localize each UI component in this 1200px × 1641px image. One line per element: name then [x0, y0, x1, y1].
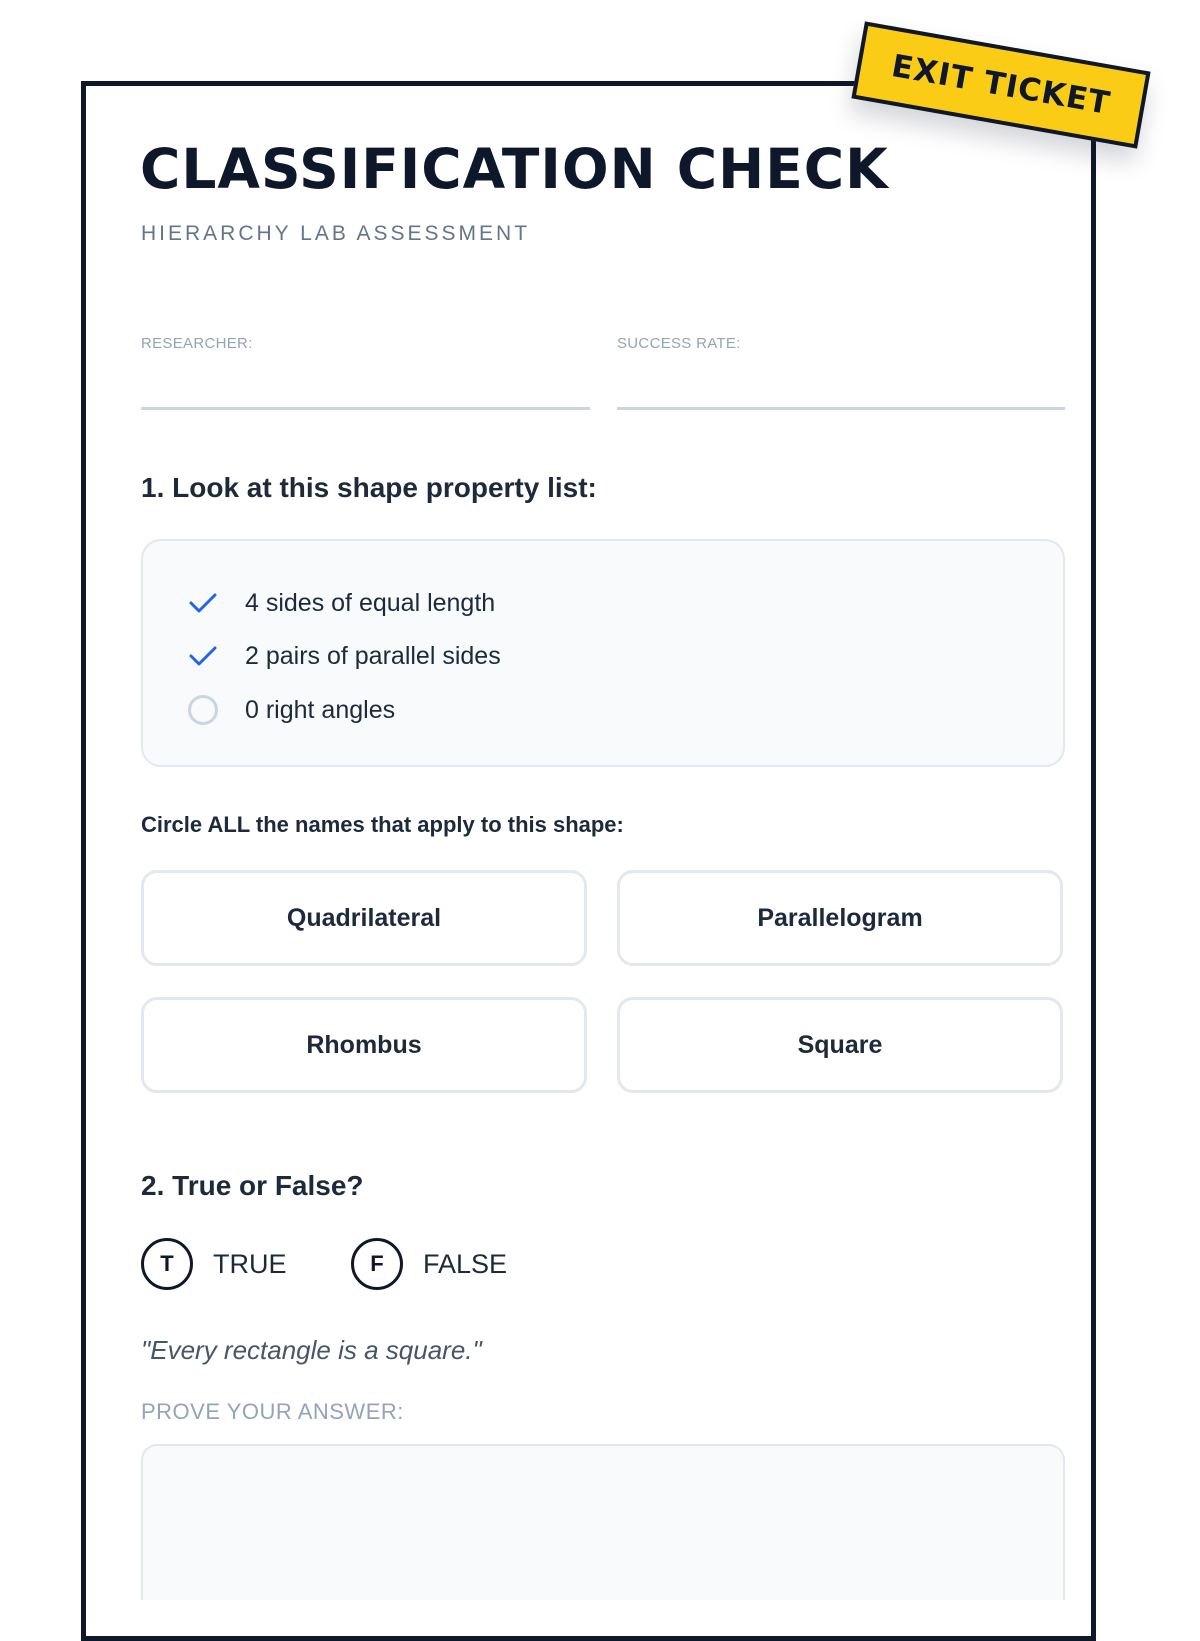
false-letter-icon: F [351, 1238, 403, 1290]
page-title: CLASSIFICATION CHECK [140, 137, 889, 201]
statement-quote: "Every rectangle is a square." [141, 1335, 482, 1365]
true-letter-icon: T [141, 1238, 193, 1290]
page-subtitle: HIERARCHY LAB ASSESSMENT [141, 222, 531, 245]
name-option-square[interactable]: Square [617, 997, 1063, 1093]
question-2-heading: 2. True or False? [141, 1170, 364, 1201]
true-option[interactable] [141, 1238, 287, 1290]
false-option[interactable] [351, 1238, 507, 1290]
name-option-parallelogram[interactable]: Parallelogram [617, 870, 1063, 966]
empty-circle-icon [187, 694, 219, 726]
check-icon [187, 640, 219, 672]
property-list [141, 539, 1065, 767]
name-option-rhombus[interactable]: Rhombus [141, 997, 587, 1093]
check-icon [187, 587, 219, 619]
exit-ticket-badge: EXIT TICKET [851, 21, 1150, 148]
property-item [187, 636, 501, 676]
instruction-text: Circle ALL the names that apply to this shape: [141, 812, 624, 837]
property-text: 2 pairs of parallel sides [245, 641, 501, 670]
prove-answer-label: PROVE YOUR ANSWER: [141, 1399, 404, 1424]
property-item [187, 690, 395, 730]
true-label: TRUE [213, 1248, 287, 1279]
property-item [187, 583, 495, 623]
false-label: FALSE [423, 1248, 508, 1279]
researcher-label: RESEARCHER: [141, 335, 253, 352]
property-text: 4 sides of equal length [245, 588, 496, 617]
name-option-quadrilateral[interactable]: Quadrilateral [141, 870, 587, 966]
success-rate-label: SUCCESS RATE: [617, 335, 741, 352]
researcher-field[interactable] [141, 407, 590, 410]
question-1-heading: 1. Look at this shape property list: [141, 472, 597, 503]
success-rate-field[interactable] [617, 407, 1065, 410]
answer-textarea[interactable] [141, 1444, 1065, 1600]
property-text: 0 right angles [245, 695, 396, 724]
